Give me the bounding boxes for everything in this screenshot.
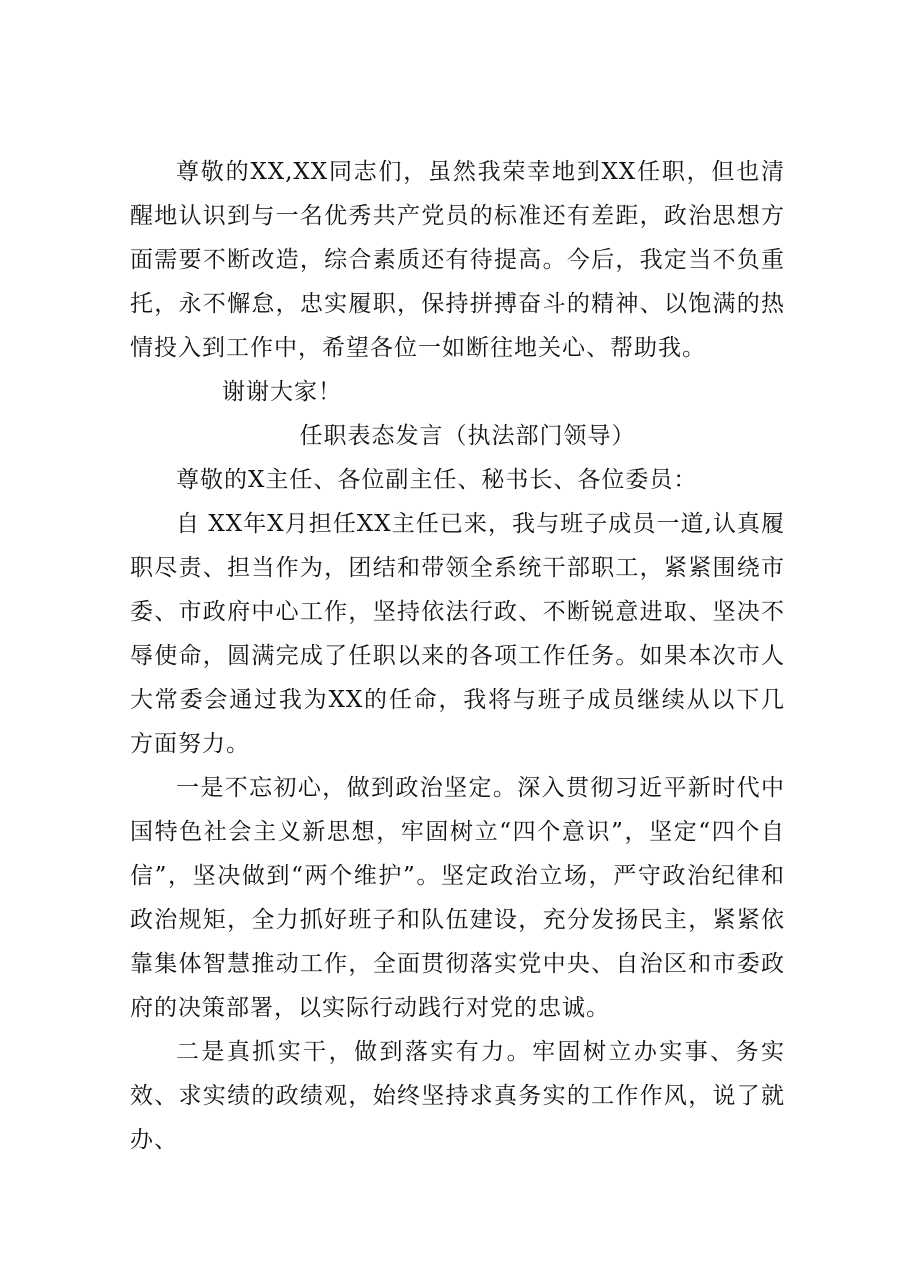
paragraph-closing-remarks: 尊敬的XX,XX同志们，虽然我荣幸地到XX任职，但也清醒地认识到与一名优秀共产党员的标准还有差距，政治思想方面需要不断改造，综合素质还有待提高。今后，我定当不负重托，永不懈怠，忠实履职，保持拼搏奋斗的精神、以饱满的热情投入到工作中，希望各位一如断往地关心、帮助我。 bbox=[130, 159, 785, 361]
paragraph-point-one: 一是不忘初心，做到政治坚定。深入贯彻习近平新时代中国特色社会主义新思想，牢固树立“四个意识”，坚定“四个自信”，坚决做到“两个维护”。坚定政治立场，严守政治纪律和政治规矩，全力抓好班子和队伍建设，充分发扬民主，紧紧依靠集体智慧推动工作，全面贯彻落实党中央、自治区和市委政府的决策部署，以实际行动践行对党的忠诚。 bbox=[130, 775, 785, 1021]
thanks-line: 谢谢大家！ bbox=[222, 379, 342, 405]
salutation-line: 尊敬的X主任、各位副主任、秘书长、各位委员： bbox=[176, 467, 698, 493]
paragraph-intro: 自 XX年X月担任XX主任已来，我与班子成员一道,认真履职尽责、担当作为，团结和带领全系统干部职工，紧紧围绕市委、市政府中心工作，坚持依法行政、不断锐意进取、坚决不辱使命，圆满完成了任职以来的各项工作任务。如果本次市人大常委会通过我为XX的任命，我将与班子成员继续从以下几方面努力。 bbox=[130, 511, 785, 757]
paragraph-point-two: 二是真抓实干，做到落实有力。牢固树立办实事、务实效、求实绩的政绩观，始终坚持求真务实的工作作风，说了就办、 bbox=[130, 1039, 785, 1153]
document-body bbox=[130, 150, 785, 1162]
speech-heading: 任职表态发言（执法部门领导） bbox=[299, 423, 636, 449]
